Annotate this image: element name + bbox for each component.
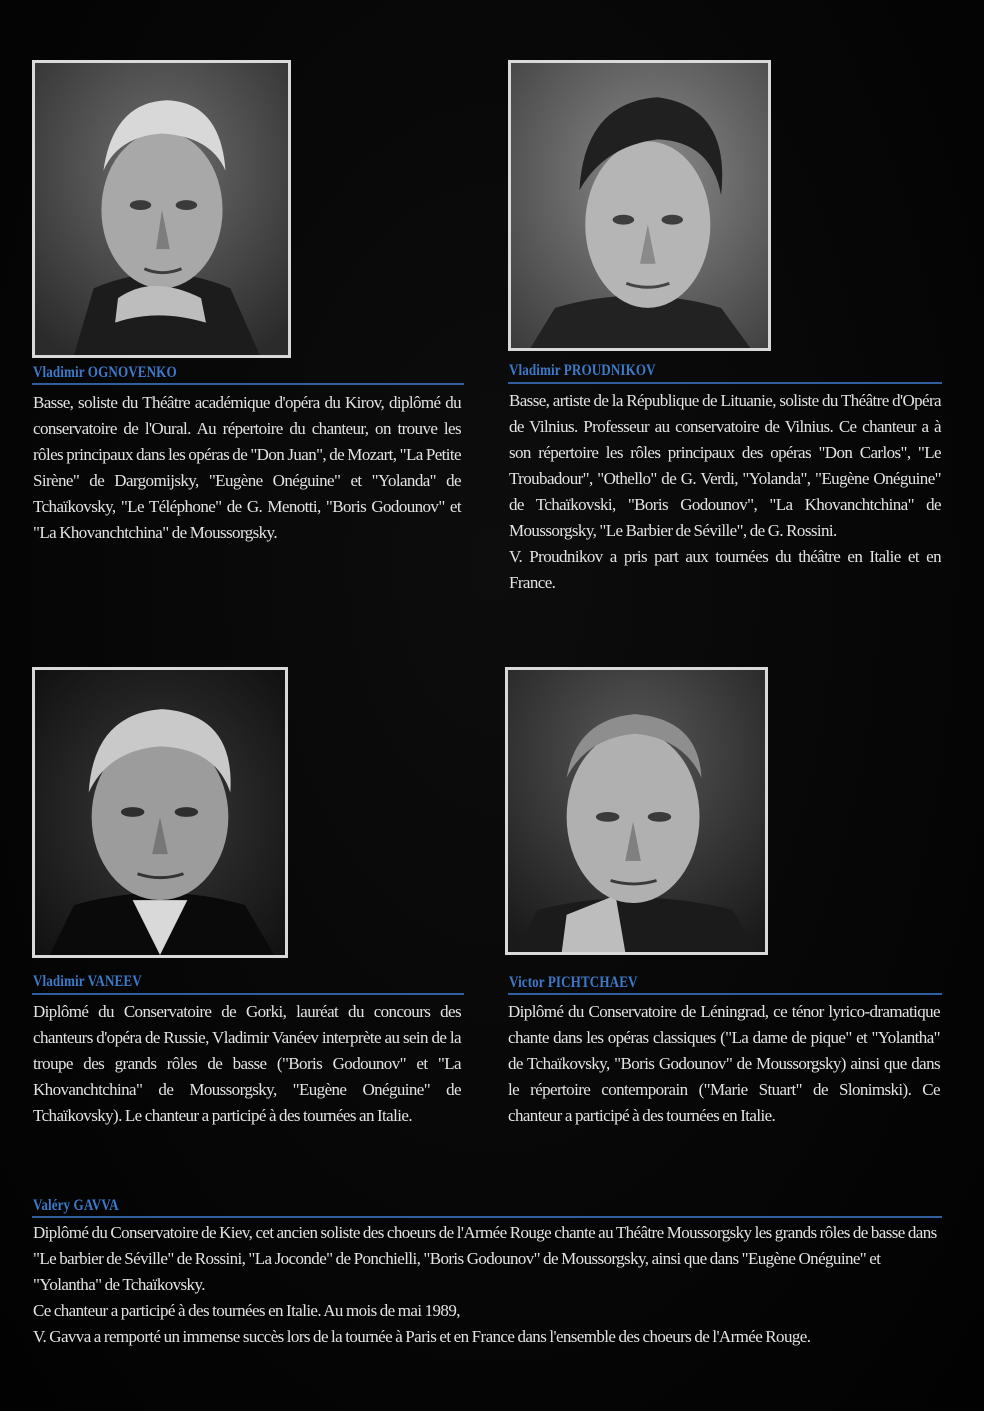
portrait-photo-vaneev [32, 667, 288, 958]
singer-name-proudnikov: Vladimir PROUDNIKOV [509, 362, 656, 379]
bio-paragraph: Ce chanteur a participé à des tournées en Italie. Au mois de mai 1989, [33, 1301, 460, 1320]
bio-paragraph: Diplômé du Conservatoire de Gorki, lauréat du concours des chanteurs d'opéra de Russie, Vladimir Vanéev interprète au sein de la troupe des grands rôles de basse ("Boris Godounov" et "La Khovanchtchina" de Moussorgsky, "Eugène Onéguine" de Tchaïkovsky). Le chanteur a participé à des tournées an Italie. [33, 1002, 461, 1125]
singer-bio-gavva [33, 1220, 943, 1350]
portrait-photo-ognovenko [32, 60, 291, 358]
singer-name-vaneev: Vladimir VANEEV [33, 973, 142, 990]
singer-bio-proudnikov [509, 388, 941, 596]
name-underline [32, 993, 464, 995]
bio-paragraph: Basse, artiste de la République de Lituanie, soliste du Théâtre d'Opéra de Vilnius. Professeur au conservatoire de Vilnius. Ce chanteur a à son répertoire les rôles principaux des opéras "Don Carlos", "Le Troubadour", "Othello" de G. Verdi, "Yolanda", "Eugène Onéguine" de Tchaïkovski, "Boris Godounov", "La Khovanchtchina" de Moussorgsky, "Le Barbier de Séville", de G. Rossini. [509, 391, 941, 540]
singer-name-pichtchaev: Victor PICHTCHAEV [509, 974, 638, 991]
name-underline [32, 1216, 942, 1218]
bio-paragraph: V. Gavva a remporté un immense succès lors de la tournée à Paris et en France dans l'ensemble des choeurs de l'Armée Rouge. [33, 1327, 811, 1346]
singer-bio-pichtchaev [508, 999, 940, 1129]
singer-name-gavva: Valéry GAVVA [33, 1197, 119, 1214]
singer-bio-vaneev [33, 999, 461, 1129]
bio-paragraph: Diplômé du Conservatoire de Kiev, cet ancien soliste des choeurs de l'Armée Rouge chante au Théâtre Moussorgsky les grands rôles de basse dans "Le barbier de Séville" de Rossini, "La Joconde" de Ponchielli, "Boris Godounov" de Moussorgsky, ainsi que dans "Eugène Onéguine" et "Yolantha" de Tchaïkovsky. [33, 1223, 937, 1294]
name-underline [32, 383, 464, 385]
singer-bio-ognovenko [33, 390, 461, 546]
bio-paragraph: Basse, soliste du Théâtre académique d'opéra du Kirov, diplômé du conservatoire de l'Oural. Au répertoire du chanteur, on trouve les rôles principaux dans les opéras de "Don Juan", de Mozart, "La Petite Sirène" de Dargomijsky, "Eugène Onéguine" et "Yolanda" de Tchaïkovsky, "Le Téléphone" de G. Menotti, "Boris Godounov" et "La Khovanchtchina" de Moussorgsky. [33, 393, 461, 542]
portrait-photo-proudnikov [508, 60, 771, 351]
singer-name-ognovenko: Vladimir OGNOVENKO [33, 364, 177, 381]
portrait-photo-pichtchaev [505, 667, 768, 955]
name-underline [508, 993, 942, 995]
name-underline [508, 382, 942, 384]
bio-paragraph: V. Proudnikov a pris part aux tournées du théâtre en Italie et en France. [509, 547, 941, 592]
bio-paragraph: Diplômé du Conservatoire de Léningrad, ce ténor lyrico-dramatique chante dans les opéras classiques ("La dame de pique" et "Yolantha" de Tchaïkovsky, "Boris Godounov" de Moussorgsky) ainsi que dans le répertoire contemporain ("Marie Stuart" de Slonimski). Ce chanteur a participé à des tournées en Italie. [508, 1002, 940, 1125]
